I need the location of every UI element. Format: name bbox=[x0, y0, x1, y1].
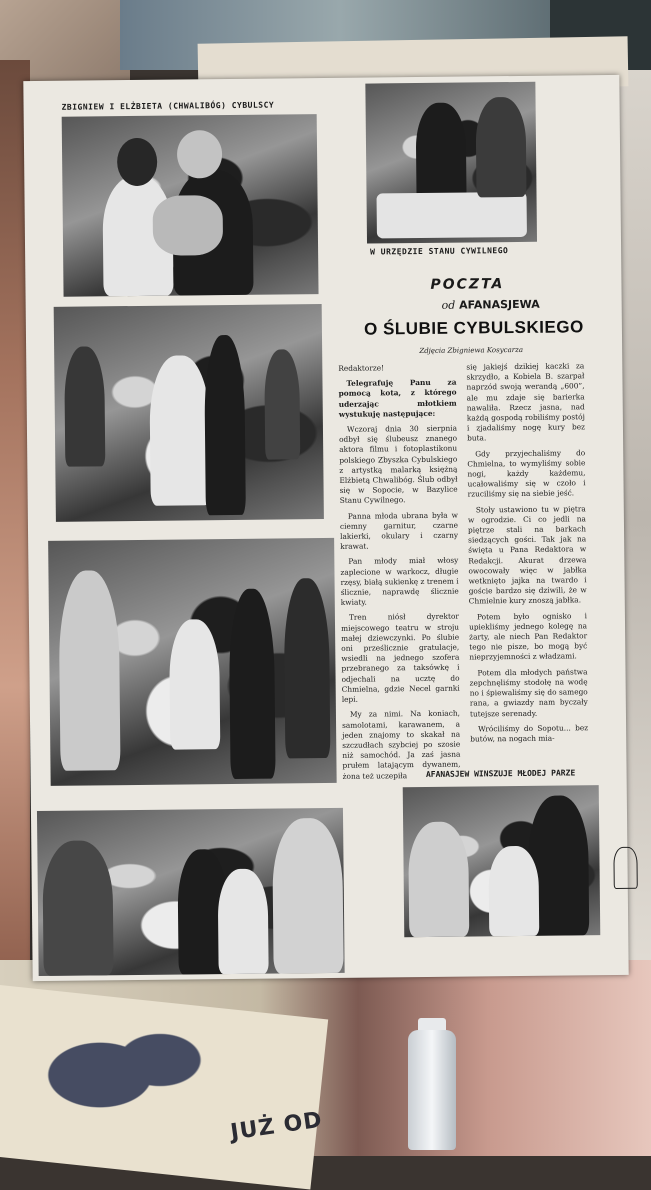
bride-walking bbox=[149, 355, 211, 506]
bride-greetings bbox=[218, 869, 269, 975]
man-left bbox=[42, 840, 113, 976]
author-name: AFANASJEWA bbox=[459, 297, 540, 312]
paragraph: Redaktorze! bbox=[338, 363, 385, 373]
groom-head bbox=[177, 130, 223, 178]
person-signing bbox=[416, 103, 467, 204]
groom-walking bbox=[204, 335, 246, 515]
paragraph: Telegrafuję Panu za pomocą kota, z którego uderzając młotkiem wystukuję następujące: bbox=[338, 377, 457, 419]
official-figure bbox=[475, 97, 526, 198]
bottom-right-caption: AFANASJEW WINSZUJE MŁODEJ PARZE bbox=[425, 768, 576, 779]
photo-greetings bbox=[37, 808, 345, 976]
bride-photo6 bbox=[488, 846, 539, 937]
photo-couple-kiss bbox=[62, 114, 319, 297]
paragraph: się jakiejś dzikiej kaczki za skrzydło, a Kobiela B. szarpał naprzód swoją werandą „600”, ale mu zdaje się barierka nawaliła. Rzecz jasna, nad każdą gospodą robiliśmy postój i zjadaliśmy nogę kury bez buta. bbox=[466, 361, 586, 443]
magazine-page bbox=[23, 75, 628, 981]
photo-signing bbox=[365, 82, 537, 244]
headline: O ŚLUBIE CYBULSKIEGO bbox=[363, 317, 584, 339]
guest-right bbox=[264, 349, 300, 459]
bouquet bbox=[153, 195, 224, 256]
bottle bbox=[408, 1030, 456, 1150]
guest-left bbox=[64, 346, 105, 466]
top-photo-caption: ZBIGNIEW I ELŻBIETA (CHWALIBÓG) CYBULSCY bbox=[61, 100, 275, 112]
paragraph: Panna młoda ubrana była w ciemny garnitur, czarne lakierki, okulary i czarny krawat. bbox=[339, 510, 459, 552]
desk bbox=[376, 192, 526, 239]
photo-credit: Zdjęcia Zbigniewa Kosycarza bbox=[419, 345, 524, 356]
paragraph: Tren niósł dyrektor miejscowego teatru w stroju małej dziewczynki. Po ślubie oni prześlicznie gratulacje, wsiedli na jednego szofera przebranego za taksówkę i odjechali na ucztę do Chmielna, gdzie Necel garnki lepi. bbox=[341, 612, 460, 704]
groom-crowd bbox=[229, 589, 276, 779]
paragraph: Potem dla młodych państwa zepchnęliśmy stodołę na wodę no i śpiewaliśmy się do samego rana, a gwiazdy nam byczały tutejsze serenady. bbox=[469, 666, 588, 719]
od-word: od bbox=[441, 298, 456, 312]
office-caption: W URZĘDZIE STANU CYWILNEGO bbox=[370, 246, 509, 257]
guest-crowd bbox=[284, 578, 331, 758]
section-title: POCZTA bbox=[430, 276, 505, 293]
man-right bbox=[272, 818, 344, 974]
flower-illustration bbox=[20, 1000, 220, 1150]
bride-head bbox=[117, 138, 158, 186]
author-line bbox=[401, 297, 581, 312]
photo-afanasjew bbox=[403, 785, 601, 937]
bride-crowd bbox=[169, 619, 220, 750]
paragraph: My za nimi. Na koniach, samolotami, karawanem, a jeden znajomy to skakał na szczudłach szybciej po szosie niż samochód. Ja zaś jasna prułem latającym dywanem, żona też uczepiła bbox=[342, 708, 461, 781]
afanasjew-figure bbox=[408, 822, 469, 938]
paragraph: Potem było ognisko i upiekliśmy jednego kolegę na żarty, ale niech Pan Redaktor tego nie pisze, bo mogą być nieprzyjemności z władzami. bbox=[468, 610, 588, 662]
paragraph: Wróciliśmy do Sopotu... bez butów, na nogach mia- bbox=[470, 722, 589, 744]
paragraph: Stoły ustawiono tu w piętra w ogrodzie. Ci co jedli na piętrze stali na barkach siedzących gości. Tak jak na święta u Pana Redaktora w Redakcji. Akurat drzewa owocowały więc w jabłka wetknięto jajka na twardo i goście bardzo się dziwili, że w Chmielnie kury znoszą jabłka. bbox=[467, 503, 587, 606]
paragraph: Wczoraj dnia 30 sierpnia odbył się ślubeusz znanego aktora filmu i fotoplastikonu polskiego Zbyszka Cybulskiego z artystką malarką księżną Elżbietą Chwalibóg. Ślub odbył się w Sopocie, w Bazylice Stanu Cywilnego. bbox=[339, 423, 458, 506]
photo-crowd-flowers bbox=[48, 538, 337, 786]
photo-couple-walking bbox=[54, 304, 324, 522]
paragraph: Gdy przyjechaliśmy do Chmielna, to wymyliśmy sobie nogi, każdy każdemu, ucałowaliśmy się w czoło i rzuciliśmy się na siebie jeść. bbox=[467, 447, 586, 499]
paragraph: Pan młody miał włosy zaplecione w warkocz, długie rzęsy, białą sukienkę z trenem i ślicznie, naprawdę ślicznie kwiaty. bbox=[340, 556, 459, 608]
text-column-right bbox=[466, 361, 588, 749]
woman-left bbox=[58, 570, 120, 771]
text-column-left bbox=[338, 363, 460, 787]
caricature-sketch-icon bbox=[613, 847, 637, 889]
background-headline-partial: JUŻ OD bbox=[228, 1107, 325, 1146]
